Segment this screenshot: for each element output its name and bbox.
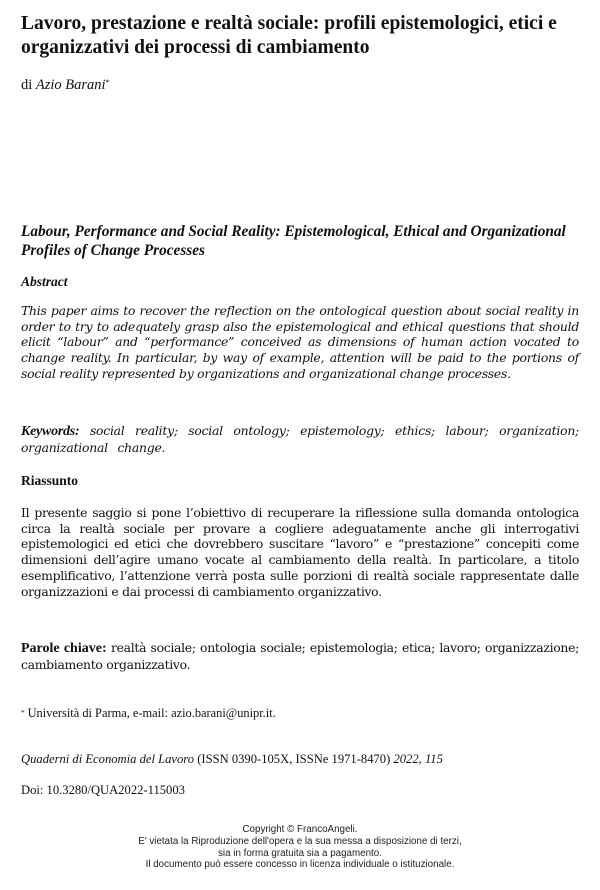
journal-issn: (ISSN 0390-105X, ISSNe 1971-8470) (197, 752, 391, 766)
author-footnote (21, 706, 579, 721)
keywords-label: Keywords: (21, 424, 80, 439)
article-title: Lavoro, prestazione e realtà sociale: profili epistemologici, etici e organizzativi dei processi di cambiamento (21, 13, 557, 58)
abstract-text: This paper aims to recover the reflection on the ontological question about social reality in order to try to adequately grasp also the epistemological and ethical questions that should elicit “labour” and “performance” conceived as dimensions of human action vocated to change reality. In particular, by way of example, attention will be paid to the portions of social reality represented by organizations and organizational change processes. (21, 303, 579, 381)
parole-chiave-label: Parole chiave: (21, 641, 107, 656)
author-name: Azio Barani (35, 77, 106, 93)
journal-year-issue: 2022, 115 (393, 752, 443, 766)
copyright-line: E' vietata la Riproduzione dell'opera e la sua messa a disposizione di terzi, (138, 835, 462, 847)
parole-chiave-text: realtà sociale; ontologia sociale; epistemologia; etica; lavoro; organizzazione; cambiamento organizzativo. (21, 640, 579, 672)
author-prefix: di (21, 77, 33, 93)
copyright-line: Copyright © FrancoAngeli. (242, 824, 358, 835)
abstract-heading: Abstract (21, 274, 68, 289)
footnote-text: Università di Parma, e-mail: azio.barani@unipr.it. (27, 706, 276, 720)
keywords-text: social reality; social ontology; epistemology; ethics; labour; organization; organizational change. (21, 423, 579, 455)
doi-line[interactable]: Doi: 10.3280/QUA2022-115003 (21, 783, 185, 797)
journal-citation (21, 752, 579, 767)
keywords (21, 423, 579, 455)
english-title: Labour, Performance and Social Reality: Epistemological, Ethical and Organizational Profiles of Change Processes (21, 223, 566, 259)
copyright-line: sia in forma gratuita sia a pagamento. (218, 847, 382, 859)
parole-chiave (21, 640, 579, 672)
author-line (21, 76, 579, 94)
journal-name: Quaderni di Economia del Lavoro (21, 752, 195, 766)
author-footnote-mark[interactable]: * (105, 78, 110, 87)
riassunto-text: Il presente saggio si pone l’obiettivo di recuperare la riflessione sulla domanda ontologica circa la realtà sociale per provare a cogliere adeguatamente anche gli interrogativi epistemologici ed etici che dovrebbero suscitare “lavoro” e “prestazione” concepiti come dimensioni dell’agire umano vocate al cambiamento della realtà. In particolare, a titolo esemplificativo, l’attenzione verrà posta sulle porzioni di realtà sociale rappresentate dalle organizzazioni e dai processi di cambiamento organizzativo. (21, 505, 579, 599)
copyright-line: Il documento può essere concesso in licenza individuale o istituzionale. (145, 859, 455, 871)
copyright-notice (0, 824, 600, 871)
riassunto-heading: Riassunto (21, 473, 79, 488)
footnote-mark: * (21, 709, 25, 717)
